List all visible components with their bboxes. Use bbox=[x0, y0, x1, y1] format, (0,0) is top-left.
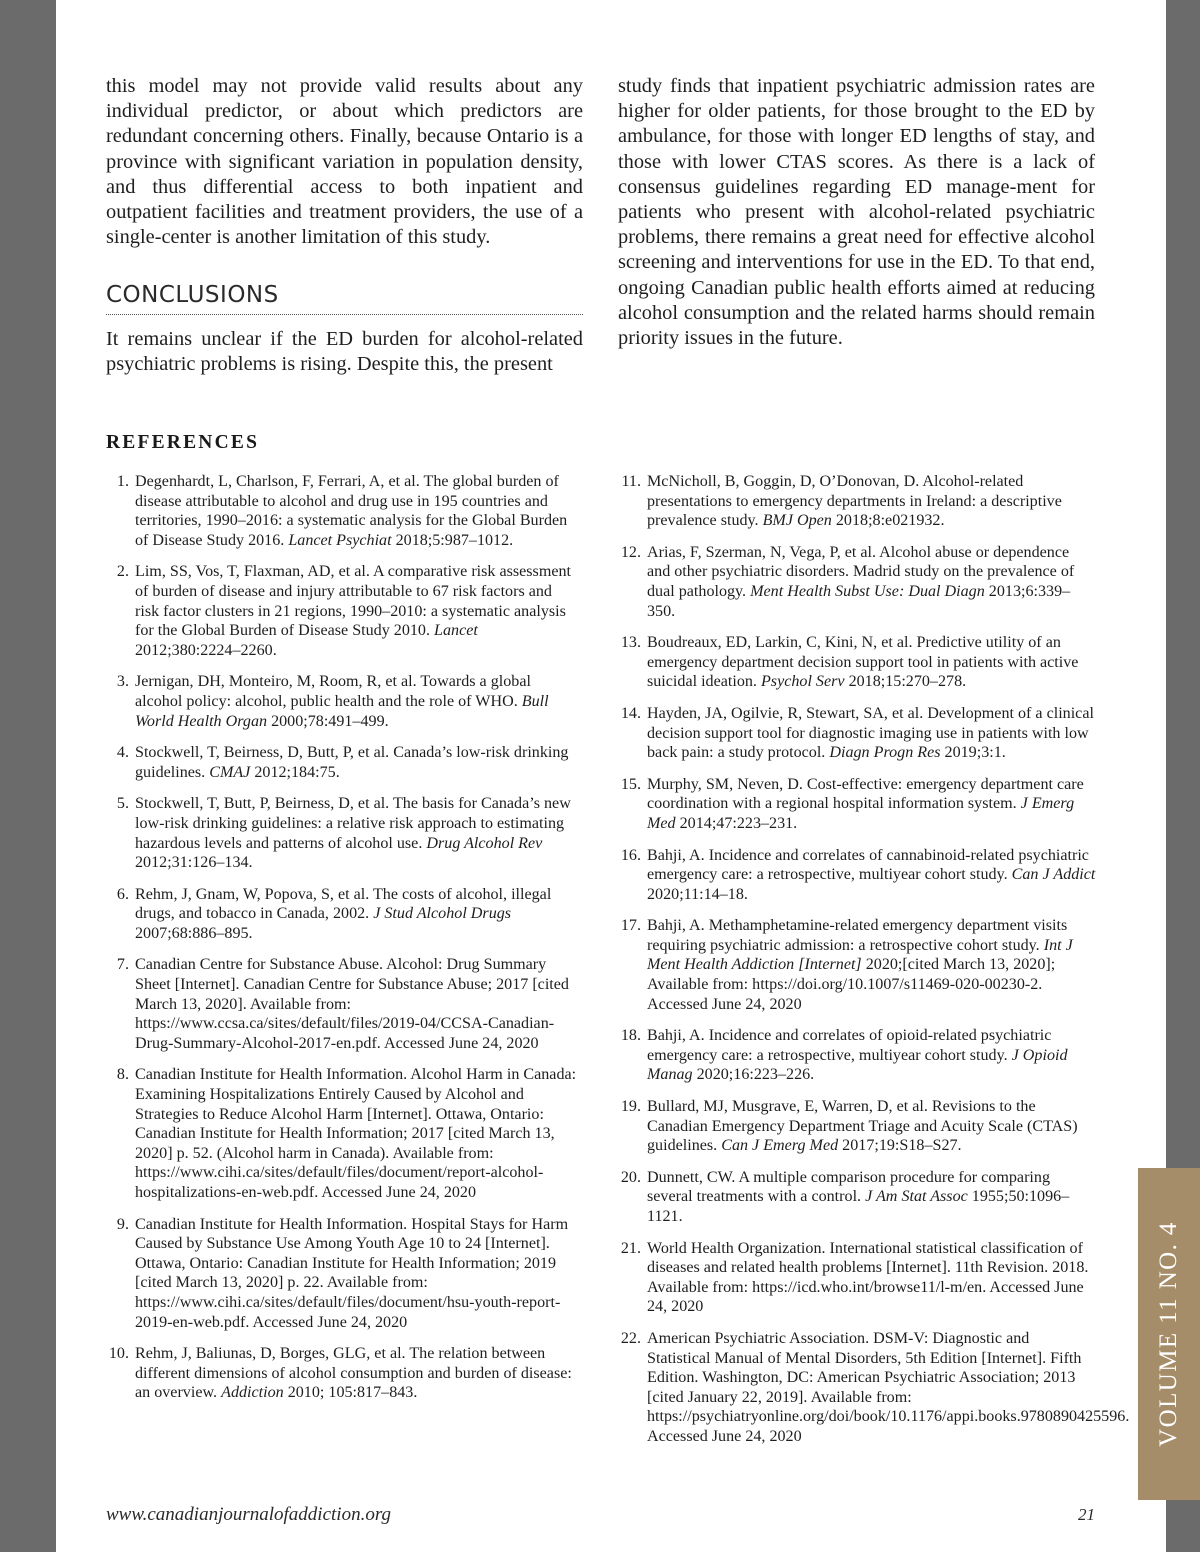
reference-volume-pages: 2014;47:223–231. bbox=[675, 814, 798, 832]
reference-citation: Bahji, A. Methamphetamine-related emergency department visits requiring psychiatric admission: a retrospective cohort study. bbox=[647, 917, 1068, 954]
reference-item bbox=[618, 916, 1096, 1014]
reference-number: 12. bbox=[620, 543, 641, 561]
reference-journal: Diagn Progn Res bbox=[829, 744, 941, 762]
reference-text bbox=[135, 473, 567, 549]
reference-volume-pages: 2007;68:886–895. bbox=[135, 924, 253, 942]
reference-number: 7. bbox=[116, 956, 129, 974]
reference-item bbox=[106, 672, 578, 731]
reference-item bbox=[106, 1344, 578, 1403]
reference-item bbox=[618, 1329, 1130, 1447]
reference-number: 15. bbox=[620, 775, 641, 793]
reference-number: 22. bbox=[620, 1329, 641, 1347]
reference-text bbox=[135, 1345, 572, 1401]
reference-item bbox=[106, 743, 578, 782]
footer-url[interactable]: www.canadianjournalofaddiction.org bbox=[106, 1504, 392, 1525]
reference-number: 10. bbox=[108, 1345, 129, 1363]
reference-journal: Int J Ment Health Addiction [Internet] bbox=[647, 936, 1073, 974]
reference-number: 6. bbox=[116, 885, 129, 903]
reference-text bbox=[135, 563, 571, 658]
reference-journal: Lancet bbox=[434, 622, 478, 640]
reference-volume-pages: 2020;16:223–226. bbox=[692, 1066, 815, 1084]
reference-number: 16. bbox=[620, 846, 641, 864]
reference-number: 14. bbox=[620, 704, 641, 722]
reference-item bbox=[106, 955, 578, 1053]
reference-text bbox=[135, 795, 571, 871]
page-border-left bbox=[0, 0, 56, 1552]
reference-text bbox=[647, 917, 1073, 1012]
reference-volume-pages: 2020;[cited March 13, 2020]; Available from: https://doi.org/10.1007/s11469-020-00230-2. Accessed June 24, 2020 bbox=[647, 956, 1056, 1013]
reference-text bbox=[135, 744, 568, 781]
reference-volume-pages: 2010; 105:817–843. bbox=[283, 1384, 418, 1402]
reference-number: 13. bbox=[620, 634, 641, 652]
reference-citation: Degenhardt, L, Charlson, F, Ferrari, A, et al. The global burden of disease attributable to alcohol and drug use in 195 countries and territories, 1990–2016: a systematic analysis for the Global Burden of Disease Study 2016. bbox=[135, 473, 568, 549]
reference-text bbox=[135, 956, 569, 1051]
reference-citation: Canadian Institute for Health Information. Alcohol Harm in Canada: Examining Hospitalizations Entirely Caused by Alcohol and Strategies to Reduce Alcohol Harm [Internet]. Ottawa, Ontario: Canadian Institute for Health Information; 2017 [cited March 13, 2020] p. 52. (Alcohol harm in Canada). Available from: https://www.cihi.ca/sites/default/files/document/report-alcohol-hospitalizations-en-web.pdf. Accessed June 24, 2020 bbox=[135, 1066, 577, 1201]
references-heading: REFERENCES bbox=[106, 432, 260, 453]
body-text-left bbox=[106, 74, 583, 250]
reference-item bbox=[106, 562, 578, 660]
reference-volume-pages: 2012;31:126–134. bbox=[135, 854, 253, 872]
reference-journal: Can J Addict bbox=[1011, 866, 1096, 884]
reference-text bbox=[647, 1098, 1078, 1154]
reference-citation: Lim, SS, Vos, T, Flaxman, AD, et al. A comparative risk assessment of burden of disease and injury attributable to 67 risk factors and risk factor clusters in 21 regions, 1990–2010: a systematic analysis for the Global Burden of Disease Study 2010. bbox=[135, 563, 571, 640]
reference-text bbox=[647, 634, 1078, 690]
reference-journal: Bull World Health Organ bbox=[135, 692, 549, 730]
reference-item bbox=[618, 472, 1096, 531]
reference-citation: Arias, F, Szerman, N, Vega, P, et al. Alcohol abuse or dependence and other psychiatric disorders. Madrid study on the prevalence of dual pathology. bbox=[647, 543, 1075, 600]
paragraph-conclusions: It remains unclear if the ED burden for alcohol-related psychiatric problems is rising. Despite this, the present bbox=[106, 328, 583, 376]
reference-text bbox=[135, 1066, 576, 1201]
paragraph-conclusion-continued: study finds that inpatient psychiatric admission rates are higher for older patients, for those brought to the ED by ambulance, for those with longer ED lengths of stay, and those with lower CTAS scores. As there is a lack of consensus guidelines regarding ED manage-ment for patients who present with alcohol-related psychiatric problems, there remains a great need for effective alcohol screening and interventions for use in the ED. To that end, ongoing Canadian public health efforts aimed at reducing alcohol consumption and the related harms should remain priority issues in the future. bbox=[618, 75, 1095, 350]
reference-item bbox=[618, 633, 1096, 692]
reference-number: 5. bbox=[116, 795, 129, 813]
reference-journal: J Opioid Manag bbox=[647, 1046, 1068, 1084]
references-column-right bbox=[618, 472, 1130, 1459]
paragraph-limitations: this model may not provide valid results about any individual predictor, or about which predictors are redundant concerning others. Finally, because Ontario is a province with significant variation in population density, and thus differential access to both inpatient and outpatient facilities and treatment providers, the use of a single-center is another limitation of this study. bbox=[106, 75, 583, 249]
reference-number: 20. bbox=[620, 1168, 641, 1186]
reference-number: 1. bbox=[116, 473, 129, 490]
reference-volume-pages: 2018;5:987–1012. bbox=[391, 531, 514, 549]
reference-text bbox=[647, 544, 1074, 620]
reference-citation: American Psychiatric Association. DSM-V: Diagnostic and Statistical Manual of Mental Disorders, 5th Edition [Internet]. Fifth Edition. Washington, DC: American Psychiatric Association; 2013 [cited January 22, 2019]. Available from: https://psychiatryonline.org/doi/book/10.1176/appi.books.9780890425596. Accessed June 24, 2020 bbox=[647, 1329, 1130, 1445]
conclusions-text bbox=[106, 327, 583, 377]
reference-text bbox=[135, 1216, 568, 1331]
reference-citation: McNicholl, B, Goggin, D, O’Donovan, D. Alcohol-related presentations to emergency departments in Ireland: a descriptive prevalence study. bbox=[647, 473, 1062, 530]
reference-journal: J Am Stat Assoc bbox=[865, 1188, 968, 1206]
reference-journal: BMJ Open bbox=[762, 512, 832, 530]
reference-journal: CMAJ bbox=[209, 763, 251, 781]
volume-label: VOLUME 11 NO. 4 bbox=[1155, 1221, 1182, 1447]
reference-volume-pages: 2018;8:e021932. bbox=[831, 512, 945, 530]
reference-citation: Murphy, SM, Neven, D. Cost-effective: emergency department care coordination with a regional hospital information system. bbox=[647, 775, 1084, 813]
reference-text bbox=[647, 776, 1084, 832]
reference-item bbox=[618, 1168, 1096, 1227]
reference-text bbox=[647, 705, 1094, 761]
reference-item bbox=[618, 1026, 1096, 1085]
reference-journal: J Stud Alcohol Drugs bbox=[373, 905, 512, 923]
reference-volume-pages: 2020;11:14–18. bbox=[647, 885, 748, 903]
reference-number: 19. bbox=[620, 1098, 641, 1116]
reference-citation: Rehm, J, Gnam, W, Popova, S, et al. The costs of alcohol, illegal drugs, and tobacco in Canada, 2002. bbox=[135, 885, 552, 923]
reference-item bbox=[618, 704, 1096, 763]
reference-number: 2. bbox=[116, 563, 129, 581]
reference-volume-pages: 2019;3:1. bbox=[940, 744, 1006, 762]
reference-citation: Boudreaux, ED, Larkin, C, Kini, N, et al. Predictive utility of an emergency department decision support tool in patients with active suicidal ideation. bbox=[647, 634, 1079, 691]
reference-item bbox=[106, 794, 578, 872]
reference-citation: Bullard, MJ, Musgrave, E, Warren, D, et al. Revisions to the Canadian Emergency Department Triage and Acuity Scale (CTAS) guidelines. bbox=[647, 1098, 1078, 1155]
reference-item bbox=[618, 1239, 1096, 1317]
reference-item bbox=[106, 472, 578, 550]
reference-volume-pages: 2012;380:2224–2260. bbox=[135, 641, 277, 659]
reference-number: 8. bbox=[116, 1066, 129, 1084]
reference-item bbox=[106, 1215, 578, 1333]
reference-text bbox=[647, 847, 1095, 903]
reference-citation: Canadian Institute for Health Information. Hospital Stays for Harm Caused by Substance Use Among Youth Age 10 to 24 [Internet]. Ottawa, Ontario: Canadian Institute for Health Information; 2019 [cited March 13, 2020] p. 22. Available from: https://www.cihi.ca/sites/default/files/document/hsu-youth-report-2019-en-web.pdf. Accessed June 24, 2020 bbox=[135, 1215, 569, 1331]
reference-citation: World Health Organization. International statistical classification of diseases and related health problems [Internet]. 11th Revision. 2018. Available from: https://icd.who.int/browse11/l-m/en. Accessed June 24, 2020 bbox=[647, 1239, 1089, 1316]
reference-journal: Can J Emerg Med bbox=[721, 1137, 839, 1155]
reference-text bbox=[647, 1027, 1068, 1083]
reference-number: 17. bbox=[620, 917, 641, 935]
reference-number: 18. bbox=[620, 1027, 641, 1045]
reference-citation: Jernigan, DH, Monteiro, M, Room, R, et al. Towards a global alcohol policy: alcohol, public health and the role of WHO. bbox=[135, 673, 531, 710]
reference-citation: Canadian Centre for Substance Abuse. Alcohol: Drug Summary Sheet [Internet]. Canadian Centre for Substance Abuse; 2017 [cited March 13, 2020]. Available from: https://www.ccsa.ca/sites/default/files/2019-04/CCSA-Canadian-Drug-Summary-Alcohol-2017-en.pdf. Accessed June 24, 2020 bbox=[135, 956, 569, 1052]
reference-number: 4. bbox=[116, 744, 129, 762]
reference-item bbox=[618, 543, 1096, 621]
reference-number: 9. bbox=[116, 1215, 129, 1233]
references-column-left bbox=[106, 472, 578, 1415]
reference-citation: Hayden, JA, Ogilvie, R, Stewart, SA, et al. Development of a clinical decision support tool for diagnostic imaging use in patients with low back pain: a study protocol. bbox=[647, 704, 1094, 762]
reference-number: 3. bbox=[116, 673, 129, 691]
reference-volume-pages: 1955;50:1096–1121. bbox=[647, 1188, 1070, 1225]
reference-citation: Bahji, A. Incidence and correlates of opioid-related psychiatric emergency care: a retrospective, multiyear cohort study. bbox=[647, 1027, 1052, 1064]
reference-journal: Ment Health Subst Use: Dual Diagn bbox=[750, 582, 985, 600]
body-text-right bbox=[618, 74, 1095, 351]
reference-citation: Rehm, J, Baliunas, D, Borges, GLG, et al. The relation between different dimensions of alcohol consumption and burden of disease: an overview. bbox=[135, 1345, 572, 1402]
reference-volume-pages: 2000;78:491–499. bbox=[267, 712, 389, 730]
reference-citation: Stockwell, T, Butt, P, Beirness, D, et al. The basis for Canada’s new low-risk drinking guidelines: a relative risk approach to estimating hazardous levels and patterns of alcohol use. bbox=[135, 795, 571, 852]
reference-journal: Lancet Psychiat bbox=[288, 531, 392, 549]
reference-item bbox=[618, 775, 1096, 834]
reference-item bbox=[618, 846, 1096, 905]
reference-citation: Stockwell, T, Beirness, D, Butt, P, et al. Canada’s low-risk drinking guidelines. bbox=[135, 744, 569, 781]
reference-text bbox=[135, 886, 551, 942]
reference-number: 11. bbox=[621, 473, 641, 490]
reference-citation: Dunnett, CW. A multiple comparison procedure for comparing several treatments with a control. bbox=[647, 1168, 1051, 1206]
reference-item bbox=[106, 885, 578, 944]
reference-number: 21. bbox=[620, 1239, 641, 1257]
conclusions-heading: CONCLUSIONS bbox=[106, 282, 583, 315]
reference-text bbox=[135, 673, 549, 729]
reference-text bbox=[647, 1169, 1069, 1225]
reference-volume-pages: 2013;6:339–350. bbox=[647, 582, 1071, 620]
reference-text bbox=[647, 1240, 1088, 1316]
reference-volume-pages: 2017;19:S18–S27. bbox=[838, 1137, 962, 1155]
reference-item bbox=[106, 1065, 578, 1202]
reference-text bbox=[647, 473, 1062, 529]
reference-journal: Addiction bbox=[221, 1384, 284, 1402]
reference-item bbox=[618, 1097, 1096, 1156]
reference-volume-pages: 2012;184:75. bbox=[250, 763, 340, 781]
page-number: 21 bbox=[1078, 1505, 1095, 1524]
reference-journal: J Emerg Med bbox=[647, 795, 1075, 832]
reference-text bbox=[647, 1330, 1129, 1445]
reference-journal: Psychol Serv bbox=[760, 673, 845, 691]
reference-citation: Bahji, A. Incidence and correlates of cannabinoid-related psychiatric emergency care: a retrospective, multiyear cohort study. bbox=[647, 846, 1089, 884]
reference-journal: Drug Alcohol Rev bbox=[426, 834, 543, 852]
reference-volume-pages: 2018;15:270–278. bbox=[844, 673, 967, 691]
